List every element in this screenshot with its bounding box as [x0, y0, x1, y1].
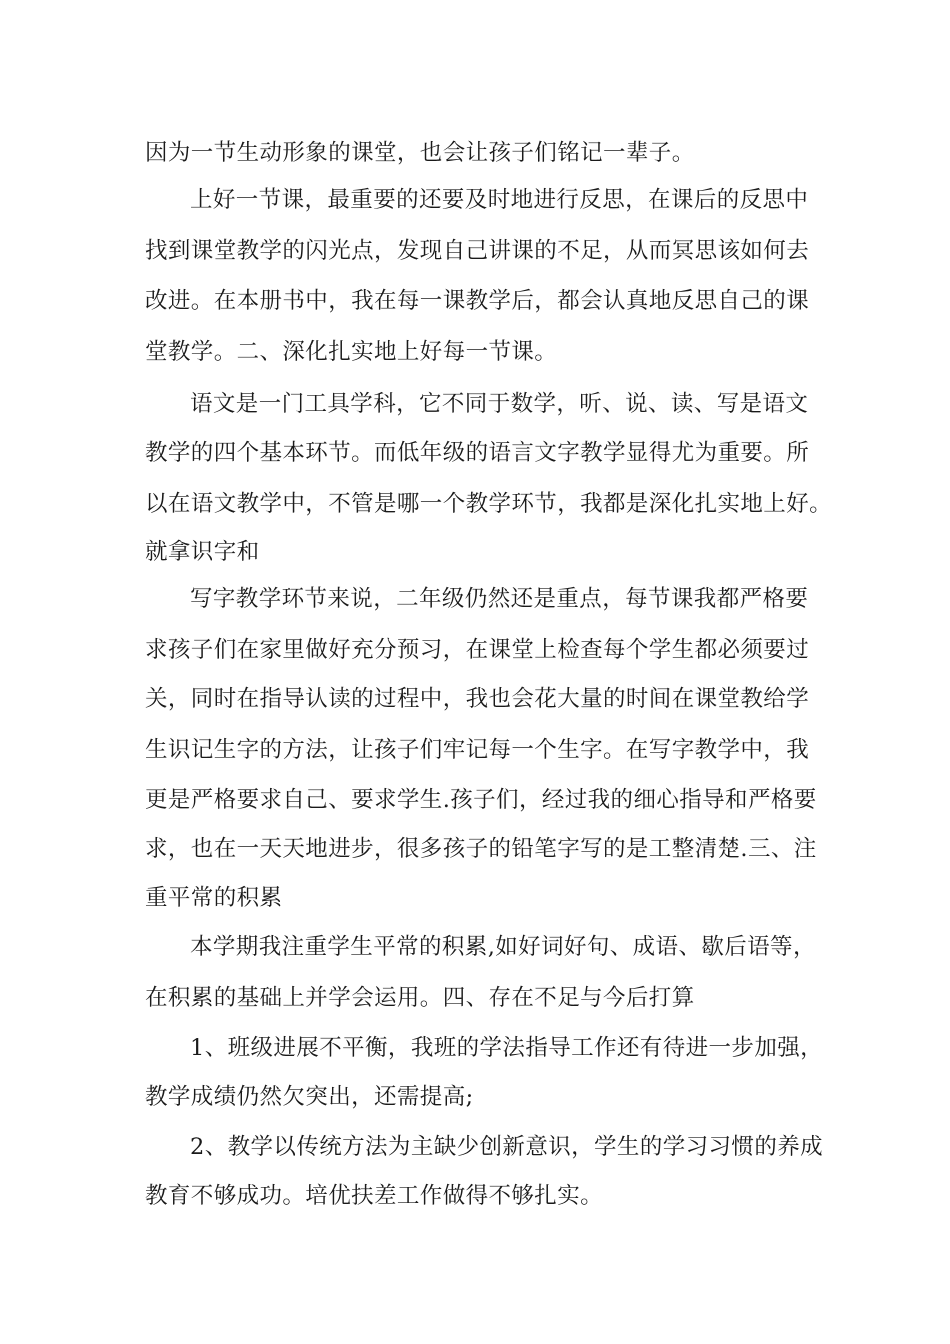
- text-line: 1、班级进展不平衡，我班的学法指导工作还有待进一步加强，: [190, 1035, 824, 1061]
- text-line: 教学成绩仍然欠突出，还需提高;: [145, 1084, 474, 1110]
- text-line: 求孩子们在家里做好充分预习，在课堂上检查每个学生都必须要过: [145, 637, 810, 663]
- text-line: 写字教学环节来说，二年级仍然还是重点，每节课我都严格要: [190, 586, 809, 612]
- text-line: 因为一节生动形象的课堂，也会让孩子们铭记一辈子。: [145, 140, 695, 166]
- text-line: 就拿识字和: [145, 539, 260, 565]
- text-line: 本学期我注重学生平常的积累,如好词好句、成语、歇后语等，: [190, 934, 816, 960]
- text-line: 2、教学以传统方法为主缺少创新意识，学生的学习习惯的养成: [190, 1134, 824, 1160]
- text-line: 找到课堂教学的闪光点，发现自己讲课的不足，从而冥思该如何去: [145, 238, 810, 264]
- text-line: 以在语文教学中，不管是哪一个教学环节，我都是深化扎实地上好。: [145, 491, 833, 517]
- text-line: 语文是一门工具学科，它不同于数学，听、说、读、写是语文: [190, 391, 809, 417]
- text-line: 生识记生字的方法，让孩子们牢记每一个生字。在写字教学中，我: [145, 737, 810, 763]
- text-line: 求，也在一天天地进步，很多孩子的铅笔字写的是工整清楚.三、注: [145, 836, 817, 862]
- text-line: 教学的四个基本环节。而低年级的语言文字教学显得尤为重要。所: [145, 440, 810, 466]
- text-line: 在积累的基础上并学会运用。四、存在不足与今后打算: [145, 985, 695, 1011]
- text-line: 教育不够成功。培优扶差工作做得不够扎实。: [145, 1183, 604, 1209]
- text-line: 关，同时在指导认读的过程中，我也会花大量的时间在课堂教给学: [145, 686, 810, 712]
- text-line: 改进。在本册书中，我在每一课教学后，都会认真地反思自己的课: [145, 288, 810, 314]
- text-line: 更是严格要求自己、要求学生.孩子们，经过我的细心指导和严格要: [145, 787, 817, 813]
- text-line: 堂教学。二、深化扎实地上好每一节课。: [145, 339, 558, 365]
- text-line: 重平常的积累: [145, 885, 283, 911]
- text-line: 上好一节课，最重要的还要及时地进行反思，在课后的反思中: [190, 187, 809, 213]
